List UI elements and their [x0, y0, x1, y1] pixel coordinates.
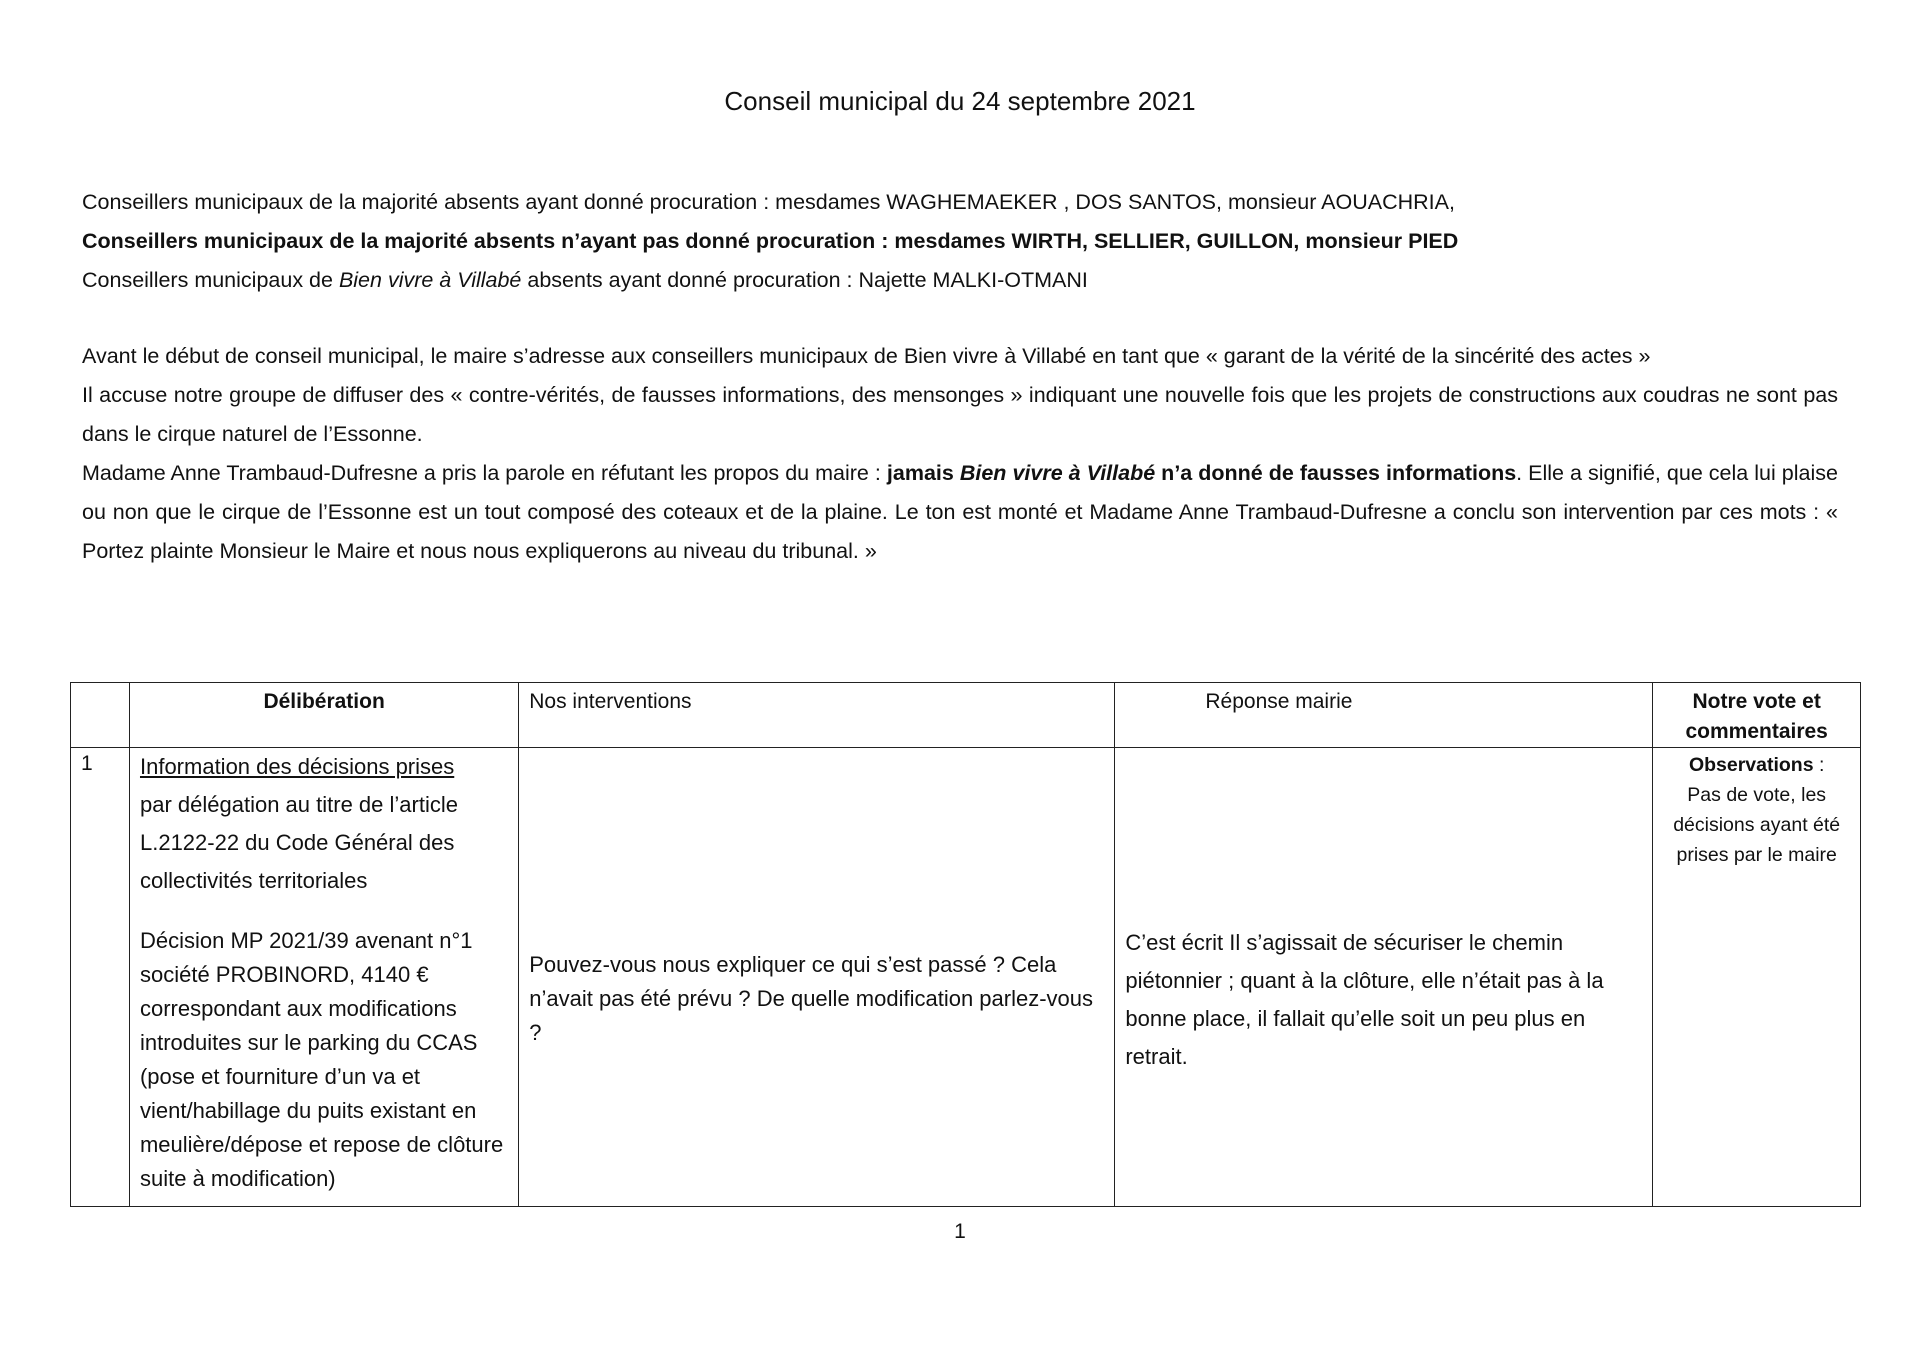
intro-paragraph: Il accuse notre groupe de diffuser des « contre-vérités, de fausses informations, des mensonges » indiquant une nouvelle fois que les projets de constructions aux coudras ne sont pas dans le cirque naturel de l’Essonne. — [82, 383, 1838, 446]
deliberation-title: Information des décisions prises — [139, 754, 455, 779]
intervention-text: Pouvez-vous nous expliquer ce qui s’est passé ? Cela n’avait pas été prévu ? De quelle modification parlez-vous ? — [529, 952, 1094, 1045]
text: : — [1813, 754, 1825, 776]
table-row — [71, 748, 1861, 1207]
header-num — [71, 683, 130, 748]
intro-section — [82, 337, 1838, 571]
header-deliberation: Délibération — [129, 683, 518, 748]
header-interventions: Nos interventions — [519, 683, 1115, 748]
bold-text: n’a donné de fausses informations — [1155, 461, 1517, 485]
row-intervention — [519, 748, 1115, 1207]
text: absents ayant donné procuration : Najette MALKI-OTMANI — [521, 268, 1088, 292]
row-vote — [1653, 748, 1861, 1207]
absents-majority-no-proxy-text: Conseillers municipaux de la majorité absents n’ayant pas donné procuration : mesdames WIRTH, SELLIER, GUILLON, monsieur PIED — [82, 229, 1459, 253]
deliberation-decision: Décision MP 2021/39 avenant n°1 société PROBINORD, 4140 € correspondant aux modifications introduites sur le parking du CCAS (pose et fourniture d’un va et vient/habillage du puits existant en meulière/dépose et repose de clôture suite à modification) — [139, 928, 504, 1191]
text: Madame Anne Trambaud-Dufresne a pris la parole en réfutant les propos du maire : — [82, 461, 887, 485]
absents-majority-no-proxy — [82, 222, 1838, 261]
reponse-text: C’est écrit Il s’agissait de sécuriser le chemin piétonnier ; quant à la clôture, elle n’était pas à la bonne place, il fallait qu’elle soit un peu plus en retrait. — [1125, 930, 1604, 1069]
header-reponse: Réponse mairie — [1115, 683, 1653, 748]
absents-majority-proxy: Conseillers municipaux de la majorité absents ayant donné procuration : mesdames WAGHEMAEKER , DOS SANTOS, monsieur AOUACHRIA, — [82, 190, 1455, 214]
absents-bvv-proxy — [82, 261, 1838, 300]
observations-label: Observations — [1688, 754, 1814, 776]
row-deliberation — [129, 748, 518, 1207]
absents-section — [82, 183, 1838, 300]
intro-paragraph — [82, 454, 1838, 571]
group-name: Bien vivre à Villabé — [959, 461, 1156, 485]
text: Conseillers municipaux de — [82, 268, 339, 292]
vote-observations — [1663, 750, 1850, 780]
bold-text: jamais — [886, 461, 960, 485]
header-vote: Notre vote et commentaires — [1653, 683, 1861, 748]
deliberation-text: par délégation au titre de l’article L.2122-22 du Code Général des collectivités territoriales — [139, 792, 458, 893]
deliberations-table — [70, 682, 1861, 1207]
intro-paragraph: Avant le début de conseil municipal, le maire s’adresse aux conseillers municipaux de Bien vivre à Villabé en tant que « garant de la vérité de la sincérité des actes » — [82, 344, 1651, 368]
vote-text: Pas de vote, les décisions ayant été prises par le maire — [1673, 784, 1841, 866]
text: . Elle a signifié, que cela lui plaise ou non que le cirque de l’Essonne est un tout composé des coteaux et de la plaine. Le ton est monté et Madame Anne Trambaud-Dufresne a conclu son intervention par ces mots : « Portez plainte Monsieur le Maire et nous nous expliquerons au niveau du tribunal. » — [82, 461, 1838, 563]
row-number: 1 — [71, 748, 130, 1207]
page-title: Conseil municipal du 24 septembre 2021 — [724, 86, 1196, 116]
row-reponse — [1115, 748, 1653, 1207]
table-header-row — [71, 683, 1861, 748]
page-number: 1 — [954, 1220, 966, 1243]
group-name: Bien vivre à Villabé — [338, 268, 522, 292]
